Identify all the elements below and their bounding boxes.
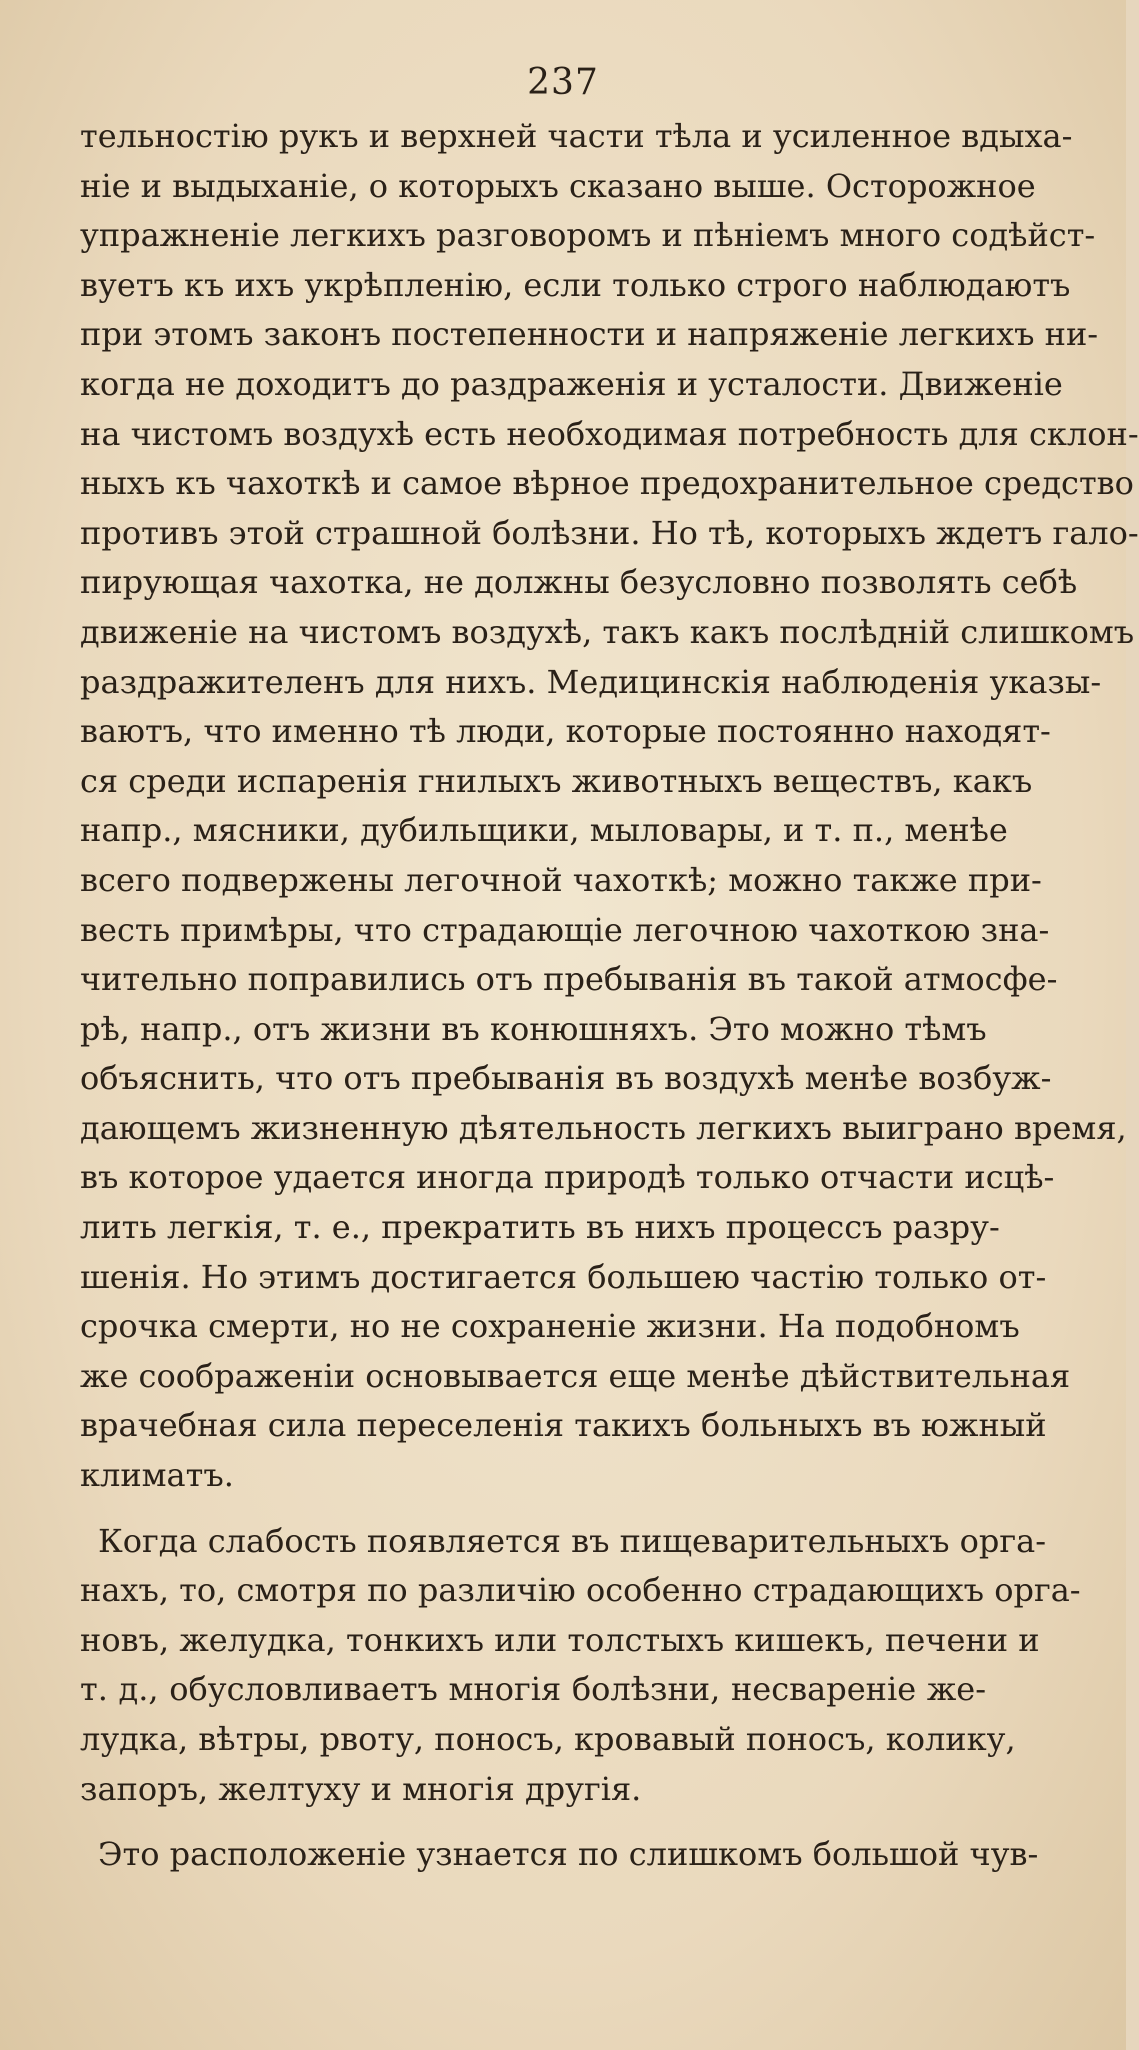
text-line: шенія. Но этимъ достигается большею частію только от-: [80, 1257, 1047, 1296]
text-line: лудка, вѣтры, рвоту, поносъ, кровавый поносъ, колику,: [80, 1720, 1016, 1758]
text-line: запоръ, желтуху и многія другія.: [80, 1769, 642, 1808]
text-line: упражненіе легкихъ разговоромъ и пѣніемъ много содѣйст-: [80, 216, 1096, 255]
text-line: нахъ, то, смотря по различію особенно страдающихъ орга-: [80, 1571, 1081, 1610]
text-line: Когда слабость появляется въ пищеварительныхъ орга-: [98, 1521, 1047, 1560]
text-line: новъ, желудка, тонкихъ или толстыхъ кишекъ, печени и: [80, 1620, 1040, 1659]
text-line: движеніе на чистомъ воздухѣ, такъ какъ послѣдній слишкомъ: [80, 612, 1135, 651]
text-line: климатъ.: [80, 1456, 234, 1495]
text-line: ныхъ къ чахоткѣ и самое вѣрное предохранительное средство: [80, 464, 1134, 503]
text-line: всего подвержены легочной чахоткѣ; можно также при-: [80, 860, 1042, 899]
text-line: на чистомъ воздухѣ есть необходимая потребность для склон-: [80, 414, 1139, 453]
text-line: ніе и выдыханіе, о которыхъ сказано выше. Осторожное: [80, 166, 1036, 205]
text-line: весть примѣры, что страдающіе легочною чахоткою зна-: [80, 910, 1050, 949]
text-line: раздражителенъ для нихъ. Медицинскія наблюденія указы-: [80, 662, 1102, 701]
text-line: лить легкія, т. е., прекратить въ нихъ процессъ разру-: [80, 1208, 1000, 1247]
text-line: же соображеніи основывается еще менѣе дѣйствительная: [80, 1356, 1071, 1395]
text-line: напр., мясники, дубильщики, мыловары, и т. п., менѣе: [80, 811, 1008, 850]
text-line: ваютъ, что именно тѣ люди, которые постоянно находят-: [80, 712, 1051, 751]
page-text: [80, 112, 1139, 1880]
text-line: объяснить, что отъ пребыванія въ воздухѣ менѣе возбуж-: [80, 1059, 1052, 1098]
text-line: тельностію рукъ и верхней части тѣла и усиленное вдыха-: [80, 117, 1073, 155]
text-line: врачебная сила переселенія такихъ больныхъ въ южный: [80, 1406, 1047, 1445]
text-line: при этомъ законъ постепенности и напряженіе легкихъ ни-: [80, 315, 1099, 354]
text-line: когда не доходитъ до раздраженія и усталости. Движеніе: [80, 364, 1063, 403]
text-line: ся среди испаренія гнилыхъ животныхъ веществъ, какъ: [80, 761, 1033, 800]
text-line: рѣ, напр., отъ жизни въ конюшняхъ. Это можно тѣмъ: [80, 1009, 987, 1048]
text-line: въ которое удается иногда природѣ только отчасти исцѣ-: [80, 1158, 1055, 1197]
text-line: вуетъ къ ихъ укрѣпленію, если только строго наблюдаютъ: [80, 265, 1071, 304]
text-line: срочка смерти, но не сохраненіе жизни. На подобномъ: [80, 1307, 1020, 1346]
paragraph-gap: [80, 1501, 986, 1517]
text-line: пирующая чахотка, не должны безусловно позволять себѣ: [80, 563, 1078, 602]
text-line: Это расположеніе узнается по слишкомъ большой чув-: [98, 1835, 1039, 1874]
text-line: т. д., обусловливаетъ многія болѣзни, несвареніе же-: [80, 1670, 986, 1709]
text-line: дающемъ жизненную дѣятельность легкихъ выиграно время,: [80, 1108, 1127, 1147]
text-line: чительно поправились отъ пребыванія въ такой атмосфе-: [80, 960, 1058, 999]
page-number: 237: [527, 62, 599, 103]
paragraph-gap: [80, 1814, 986, 1830]
text-line: противъ этой страшной болѣзни. Но тѣ, которыхъ ждетъ гало-: [80, 513, 1139, 552]
